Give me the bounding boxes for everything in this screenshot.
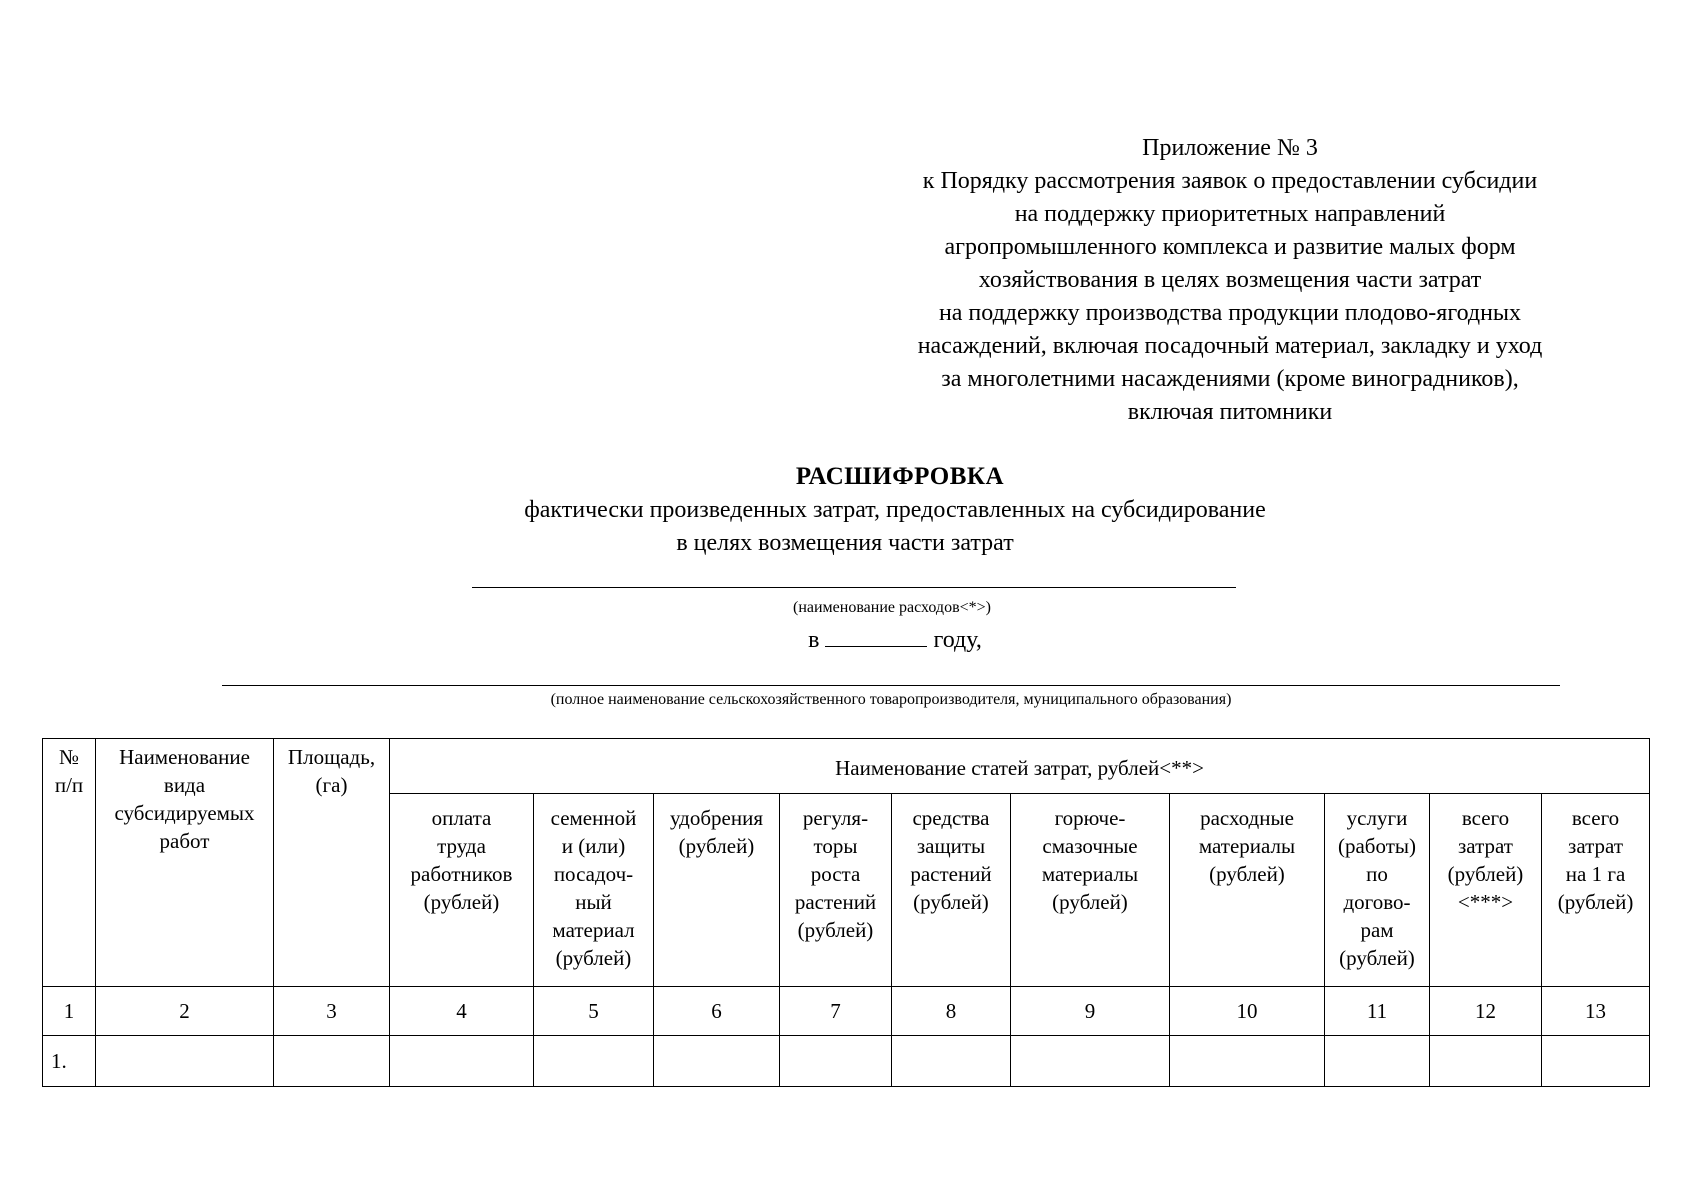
column-number: 12 [1430, 987, 1542, 1036]
subtitle-line: фактически произведенных затрат, предоставленных на субсидирование [524, 497, 1266, 523]
header-total-per-hectare: всего затрат на 1 га (рублей) [1542, 794, 1650, 987]
table-cell[interactable] [1325, 1036, 1430, 1087]
column-number: 5 [534, 987, 654, 1036]
document-subtitle [0, 494, 1698, 560]
column-number: 10 [1170, 987, 1325, 1036]
header-total-costs: всего затрат (рублей) <***> [1430, 794, 1542, 987]
appendix-line: за многолетними насаждениями (кроме виноградников), [941, 366, 1519, 392]
table-row [43, 1036, 1650, 1087]
column-number: 13 [1542, 987, 1650, 1036]
header-plant-protection: средства защиты растений (рублей) [892, 794, 1011, 987]
document-title: РАСШИФРОВКА [795, 463, 1005, 490]
table-cell[interactable] [654, 1036, 780, 1087]
table-cell[interactable] [1011, 1036, 1170, 1087]
header-cost-items-group: Наименование статей затрат, рублей<**> [390, 739, 1650, 794]
column-number: 9 [1011, 987, 1170, 1036]
expense-name-blank-line[interactable] [472, 587, 1236, 588]
appendix-line: насаждений, включая посадочный материал, закладку и уход [917, 333, 1543, 359]
header-planting-material: семенной и (или) посадоч- ный материал (рублей) [534, 794, 654, 987]
appendix-line: Приложение № 3 [1142, 135, 1318, 161]
table-cell[interactable] [892, 1036, 1011, 1087]
table-cell[interactable] [1170, 1036, 1325, 1087]
column-number: 2 [96, 987, 274, 1036]
appendix-line: включая питомники [1127, 399, 1333, 425]
appendix-line: на поддержку производства продукции плодово-ягодных [938, 300, 1522, 326]
header-area: Площадь, (га) [274, 739, 390, 987]
header-fuel-lubricants: горюче- смазочные материалы (рублей) [1011, 794, 1170, 987]
table-cell[interactable] [534, 1036, 654, 1087]
table-cell: 1. [43, 1036, 96, 1087]
column-number: 6 [654, 987, 780, 1036]
year-line [0, 624, 1698, 657]
column-number: 4 [390, 987, 534, 1036]
column-number: 7 [780, 987, 892, 1036]
header-consumables: расходные материалы (рублей) [1170, 794, 1325, 987]
column-number: 11 [1325, 987, 1430, 1036]
year-suffix: году, [933, 627, 982, 653]
expense-name-caption: (наименование расходов<*>) [792, 599, 991, 616]
header-row-number: № п/п [43, 739, 96, 987]
table-cell[interactable] [780, 1036, 892, 1087]
column-number: 1 [43, 987, 96, 1036]
costs-table [42, 738, 1650, 1087]
appendix-line: хозяйствования в целях возмещения части затрат [978, 267, 1482, 293]
producer-name-caption: (полное наименование сельскохозяйственного товаропроизводителя, муниципального образования) [550, 691, 1232, 708]
table-cell[interactable] [274, 1036, 390, 1087]
year-blank-field[interactable] [825, 624, 927, 647]
appendix-line: на поддержку приоритетных направлений [1014, 201, 1446, 227]
header-work-type: Наименование вида субсидируемых работ [96, 739, 274, 987]
table-cell[interactable] [390, 1036, 534, 1087]
appendix-header [840, 132, 1620, 429]
column-number: 8 [892, 987, 1011, 1036]
header-contract-services: услуги (работы) по догово- рам (рублей) [1325, 794, 1430, 987]
table-cell[interactable] [96, 1036, 274, 1087]
table-cell[interactable] [1542, 1036, 1650, 1087]
table-cell[interactable] [1430, 1036, 1542, 1087]
appendix-line: к Порядку рассмотрения заявок о предоставлении субсидии [922, 168, 1538, 194]
producer-name-blank-line[interactable] [222, 685, 1560, 686]
header-labor-cost: оплата труда работников (рублей) [390, 794, 534, 987]
subtitle-line: в целях возмещения части затрат [676, 530, 1014, 556]
column-number: 3 [274, 987, 390, 1036]
year-prefix: в [808, 627, 820, 653]
header-fertilizers: удобрения (рублей) [654, 794, 780, 987]
appendix-line: агропромышленного комплекса и развитие малых форм [944, 234, 1516, 260]
header-growth-regulators: регуля- торы роста растений (рублей) [780, 794, 892, 987]
